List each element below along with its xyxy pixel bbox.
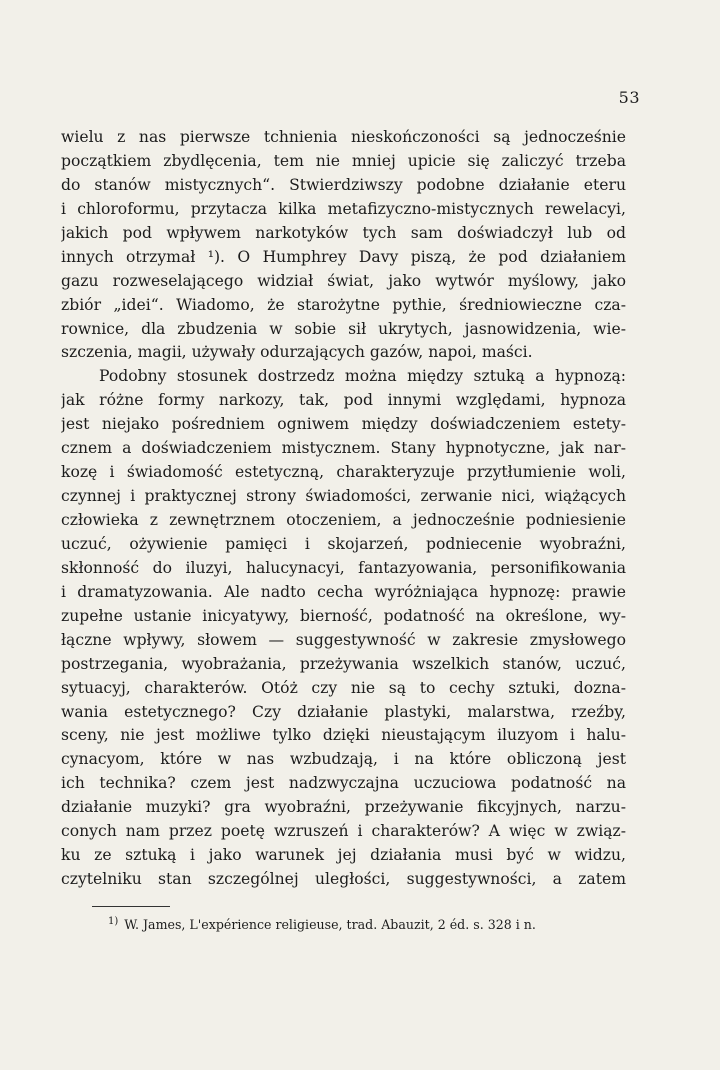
text-line: zbiór „idei“. Wiadomo, że starożytne pythie, średniowieczne cza- bbox=[61, 295, 626, 314]
text-line: czynnej i praktycznej strony świadomości, zerwanie nici, wiążących bbox=[61, 487, 626, 506]
paragraph-start-line: Podobny stosunek dostrzedz można między sztuką a hypnozą: bbox=[99, 367, 626, 386]
text-line: sceny, nie jest możliwe tylko dzięki nieustającym iluzyom i halu- bbox=[61, 726, 626, 745]
text-line: conych nam przez poetę wzruszeń i charakterów? A więc w związ- bbox=[61, 822, 626, 841]
footnote bbox=[108, 916, 638, 934]
text-line: kozę i świadomość estetyczną, charakteryzuje przytłumienie woli, bbox=[61, 463, 626, 482]
text-line: zupełne ustanie inicyatywy, bierność, podatność na określone, wy- bbox=[61, 606, 626, 625]
footnote-divider bbox=[92, 906, 170, 907]
text-line: działanie muzyki? gra wyobraźni, przeżywanie fikcyjnych, narzu- bbox=[61, 798, 626, 817]
text-line: skłonność do iluzyi, halucynacyi, fantazyowania, personifikowania bbox=[61, 558, 626, 577]
text-line: i dramatyzowania. Ale nadto cecha wyróżniająca hypnozę: prawie bbox=[61, 582, 626, 601]
page-number: 53 bbox=[618, 88, 640, 107]
text-line: i chloroformu, przytacza kilka metafizyczno-mistycznych rewelacyi, bbox=[61, 199, 626, 218]
text-line: uczuć, ożywienie pamięci i skojarzeń, podniecenie wyobraźni, bbox=[61, 534, 626, 553]
text-line: wania estetycznego? Czy działanie plastyki, malarstwa, rzeźby, bbox=[61, 702, 626, 721]
text-line: wielu z nas pierwsze tchnienia nieskończoności są jednocześnie bbox=[61, 128, 626, 146]
text-line: gazu rozweselającego widział świat, jako wytwór myślowy, jako bbox=[61, 271, 626, 290]
text-line: do stanów mistycznych“. Stwierdziwszy podobne działanie eteru bbox=[61, 175, 626, 194]
text-line: cznem a doświadczeniem mistycznem. Stany hypnotyczne, jak nar- bbox=[61, 439, 626, 458]
text-line: ich technika? czem jest nadzwyczajna uczuciowa podatność na bbox=[61, 774, 626, 793]
text-line: szczenia, magii, używały odurzających gazów, napoi, maści. bbox=[61, 343, 533, 362]
text-line: postrzegania, wyobrażania, przeżywania wszelkich stanów, uczuć, bbox=[61, 654, 626, 673]
text-line: cynacyom, które w nas wzbudzają, i na które obliczoną jest bbox=[61, 750, 626, 769]
text-line: rownice, dla zbudzenia w sobie sił ukrytych, jasnowidzenia, wie- bbox=[61, 319, 626, 338]
text-line: ku ze sztuką i jako warunek jej działania musi być w widzu, bbox=[61, 846, 626, 865]
text-line: czytelniku stan szczególnej uległości, suggestywności, a zatem bbox=[61, 870, 626, 889]
text-line: łączne wpływy, słowem — suggestywność w zakresie zmysłowego bbox=[61, 630, 626, 649]
text-line: początkiem zbydlęcenia, tem nie mniej upicie się zaliczyć trzeba bbox=[61, 151, 626, 170]
text-line: jak różne formy narkozy, tak, pod innymi względami, hypnoza bbox=[61, 391, 626, 410]
text-line: jakich pod wpływem narkotyków tych sam doświadczył lub od bbox=[61, 223, 626, 242]
text-line: innych otrzymał ¹). O Humphrey Davy piszą, że pod działaniem bbox=[61, 247, 626, 266]
footnote-text: W. James, L'expérience religieuse, trad. Abauzit, 2 éd. s. 328 i n. bbox=[124, 917, 536, 932]
footnote-marker: 1) bbox=[108, 915, 119, 927]
text-line: jest niejako pośredniem ogniwem między doświadczeniem estety- bbox=[61, 415, 626, 434]
body-text bbox=[61, 126, 626, 892]
text-line: sytuacyj, charakterów. Otóż czy nie są to cechy sztuki, dozna- bbox=[61, 678, 626, 697]
text-line: człowieka z zewnętrznem otoczeniem, a jednocześnie podniesienie bbox=[61, 511, 626, 529]
